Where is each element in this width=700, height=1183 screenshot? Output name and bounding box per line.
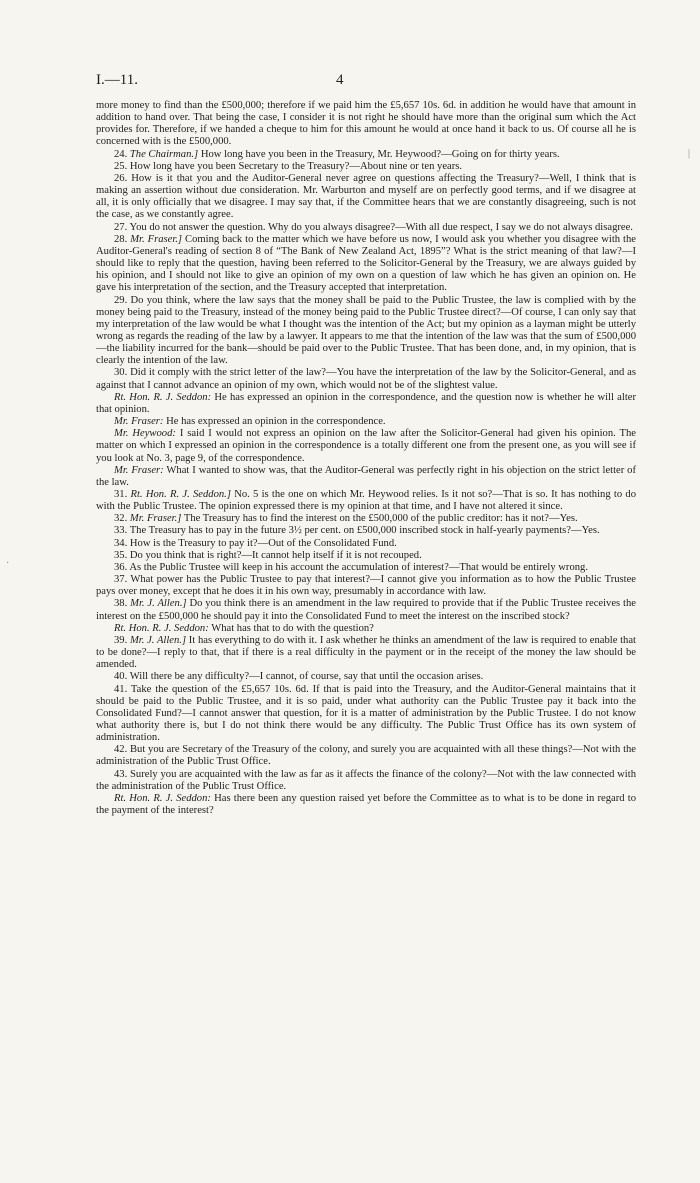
question-number: 41. — [114, 683, 131, 695]
paragraph — [96, 744, 636, 768]
paragraph-text: Do you think, where the law says that the money shall be paid to the Public Trustee, the law is complied with by the money being paid to the Treasury, instead of the money being paid to the Public Trustee direct?—Of course, I can only say that my interpretation of the law would be what I thought was the intention of the Act; but my opinion as a layman might be utterly wrong as regards the reading of the law by a lawyer. It appears to me that the intention of the law was that the sum of £500,000—the liability incurred for the bank—should be paid over to the Public Trustee. That has been done, and, in my opinion, that is clearly the intention of the law. — [96, 294, 636, 367]
paragraph-text: Do you think there is an amendment in the law required to provide that if the Public Trustee receives the interest on the £500,000 he should pay it into the Consolidated Fund to meet the interest on the inscribed stock? — [96, 598, 636, 622]
question-number: 32. — [114, 513, 130, 525]
paragraph — [96, 367, 636, 391]
paragraph-text: The Treasury has to find the interest on the £500,000 of the public creditor: has it not?—Yes. — [181, 513, 578, 525]
margin-mark: · — [6, 558, 10, 569]
speaker-name: Mr. Fraser.] — [129, 513, 182, 525]
paragraph — [96, 428, 636, 464]
paragraph — [96, 222, 636, 234]
question-number: 40. — [114, 671, 130, 683]
page-number: 4 — [336, 72, 344, 88]
paragraph — [96, 525, 636, 537]
paragraph — [96, 538, 636, 550]
speaker-name: Mr. Fraser: — [114, 416, 164, 428]
speaker-name: Rt. Hon. R. J. Seddon: — [114, 622, 209, 634]
paragraph-text: How long have you been Secretary to the Treasury?—About nine or ten years. — [129, 160, 463, 172]
paragraph-text: You do not answer the question. Why do you always disagree?—With all due respect, I say we do not always disagree. — [129, 221, 633, 233]
speaker-name: Mr. Fraser.] — [130, 233, 183, 245]
paragraph — [96, 623, 636, 635]
paragraph — [96, 416, 636, 428]
speaker-name: Mr. J. Allen.] — [130, 598, 187, 610]
speaker-name: Mr. Fraser: — [114, 464, 164, 476]
paragraph-text: I said I would not express an opinion on the law after the Solicitor-General had given his opinion. The matter on which I expressed an opinion in the correspondence is a totally different one from the present one, as you will see if you look at No. 3, page 9, of the correspondence. — [96, 428, 636, 464]
paragraph — [96, 489, 636, 513]
speaker-name: Rt. Hon. R. J. Seddon.] — [130, 489, 231, 500]
paragraph-text: The Treasury has to pay in the future 3½ per cent. on £500,000 inscribed stock in half-yearly payments?—Yes. — [129, 525, 600, 537]
question-number: 28. — [114, 233, 131, 245]
paragraph-text: He has expressed an opinion in the correspondence, and the question now is whether he will alter that opinion. — [96, 391, 636, 415]
paragraph-text: But you are Secretary of the Treasury of the colony, and surely you are acquainted with all these things?—Not with the administration of the Public Trust Office. — [96, 744, 637, 768]
paragraph — [96, 635, 636, 671]
paragraph-text: Coming back to the matter which we have before us now, I would ask you whether you disagree with the Auditor-General's reading of section 8 of “The Bank of New Zealand Act, 1895”? What is the strict meaning of that law?—I should like to reply that the question, having been referred to the Solicitor-General by the Treasury, we are always guided by his opinion, and I should not like to give an opinion of my own on a question of law which he has given an opinion on. He gave his interpretation of the section, and the Treasury accepted that interpretation. — [96, 233, 636, 294]
paragraph-text: No. 5 is the one on which Mr. Heywood relies. Is it not so?—That is so. It has nothing to do with the Public Trustee. The opinion expressed there is my opinion at that time, and I have not altered it since. — [96, 489, 636, 513]
paragraph — [96, 684, 636, 745]
question-number: 38. — [114, 598, 131, 610]
paragraph-text: Did it comply with the strict letter of the law?—You have the interpretation of the law by the Solicitor-General, and as against that I cannot advance an opinion of my own, which would not be of the slightest value. — [96, 367, 636, 391]
speaker-name: Rt. Hon. R. J. Seddon: — [114, 792, 211, 804]
paragraph — [96, 173, 636, 222]
question-number: 37. — [114, 574, 131, 586]
speaker-name: The Chairman.] — [129, 148, 199, 160]
paragraph-text: Surely you are acquainted with the law as far as it affects the finance of the colony?—Not with the law connected with the administration of the Public Trust Office. — [96, 768, 636, 792]
question-number: 34. — [114, 537, 130, 549]
paragraph — [96, 598, 636, 622]
paragraph-text: Do you think that is right?—It cannot help itself if it is not recouped. — [129, 549, 422, 561]
paragraph-text: Has there been any question raised yet before the Committee as to what is to be done in regard to the payment of the interest? — [96, 792, 637, 817]
speaker-name: Mr. Heywood: — [114, 428, 176, 440]
paragraph — [96, 161, 636, 173]
paragraph-text: How is the Treasury to pay it?—Out of the Consolidated Fund. — [129, 537, 397, 549]
question-number: 26. — [114, 172, 132, 184]
question-number: 39. — [114, 634, 130, 646]
question-number: 43. — [114, 768, 131, 780]
page-body — [96, 100, 636, 817]
paragraph-text: How is it that you and the Auditor-General never agree on questions affecting the Treasury?—Well, I think that is making an assertion without due consideration. Mr. Warburton and myself are on perfectly good terms, and if we disagree at all, it is only officially that we disagree. I may say that, if the Committee hears that we are constantly disagreeing, such is not the case, as we constantly agree. — [96, 172, 636, 221]
paragraph-text: He has expressed an opinion in the correspondence. — [163, 416, 386, 428]
paragraph-text: How long have you been in the Treasury, Mr. Heywood?—Going on for thirty years. — [198, 148, 560, 160]
paragraph — [96, 793, 636, 817]
question-number: 31. — [114, 489, 131, 500]
paragraph — [96, 574, 636, 598]
paragraph — [96, 465, 636, 489]
question-number: 35. — [114, 549, 130, 561]
paragraph — [96, 562, 636, 574]
paragraph-text: As the Public Trustee will keep in his account the accumulation of interest?—That would be entirely wrong. — [129, 561, 588, 573]
question-number: 29. — [114, 294, 131, 306]
paragraph — [96, 392, 636, 416]
paragraph-text: What I wanted to show was, that the Auditor-General was perfectly right in his objection on the strict letter of the law. — [96, 464, 637, 488]
speaker-name: Mr. J. Allen.] — [129, 634, 187, 646]
paragraph-text: It has everything to do with it. I ask whether he thinks an amendment of the law is required to enable that to be done?—I reply to that, that if there is a real difficulty in the payment or in the receipt of the money the law should be amended. — [96, 634, 636, 671]
margin-mark: | — [688, 148, 691, 159]
speaker-name: Rt. Hon. R. J. Seddon: — [114, 391, 212, 403]
paragraph — [96, 149, 636, 161]
question-number: 27. — [114, 221, 130, 233]
paragraph — [96, 671, 636, 683]
paragraph-text: Will there be any difficulty?—I cannot, of course, say that until the occasion arises. — [129, 671, 484, 683]
paragraph — [96, 550, 636, 562]
paragraph-text: Take the question of the £5,657 10s. 6d. If that is paid into the Treasury, and the Auditor-General maintains that it should be paid to the Public Trustee, and it is so paid, under what authority can the Public Trustee pay it back into the Consolidated Fund?—I cannot answer that question, for it is a matter of administration by the Public Trustee. I do not know what authority there is, but I do not think there would be any difficulty. The Public Trust Office has its own system of administration. — [96, 683, 637, 744]
document-reference: I.—11. — [96, 72, 138, 88]
question-number: 42. — [114, 744, 130, 756]
question-number: 25. — [114, 160, 130, 172]
paragraph — [96, 295, 636, 368]
question-number: 24. — [114, 148, 130, 160]
paragraph-text: What has that to do with the question? — [208, 622, 374, 634]
paragraph-text: What power has the Public Trustee to pay that interest?—I cannot give you information as to how the Public Trustee pays over money, except that he does it in his own way, presumably in accordance with law. — [96, 574, 636, 598]
question-number: 36. — [114, 561, 130, 573]
paragraph — [96, 100, 636, 149]
paragraph-text: more money to find than the £500,000; therefore if we paid him the £5,657 10s. 6d. in addition he would have that amount in addition to hand over. That being the case, I consider it is not right he should have more than the original sum which the Act provides for. Therefore, if we handed a cheque to him for this amount he would at once hand it back to us. Of course all he is concerned with is the £500,000. — [96, 100, 636, 148]
question-number: 30. — [114, 367, 131, 379]
question-number: 33. — [114, 525, 130, 537]
page-header — [96, 72, 632, 94]
paragraph — [96, 769, 636, 793]
paragraph — [96, 513, 636, 525]
paragraph — [96, 234, 636, 295]
